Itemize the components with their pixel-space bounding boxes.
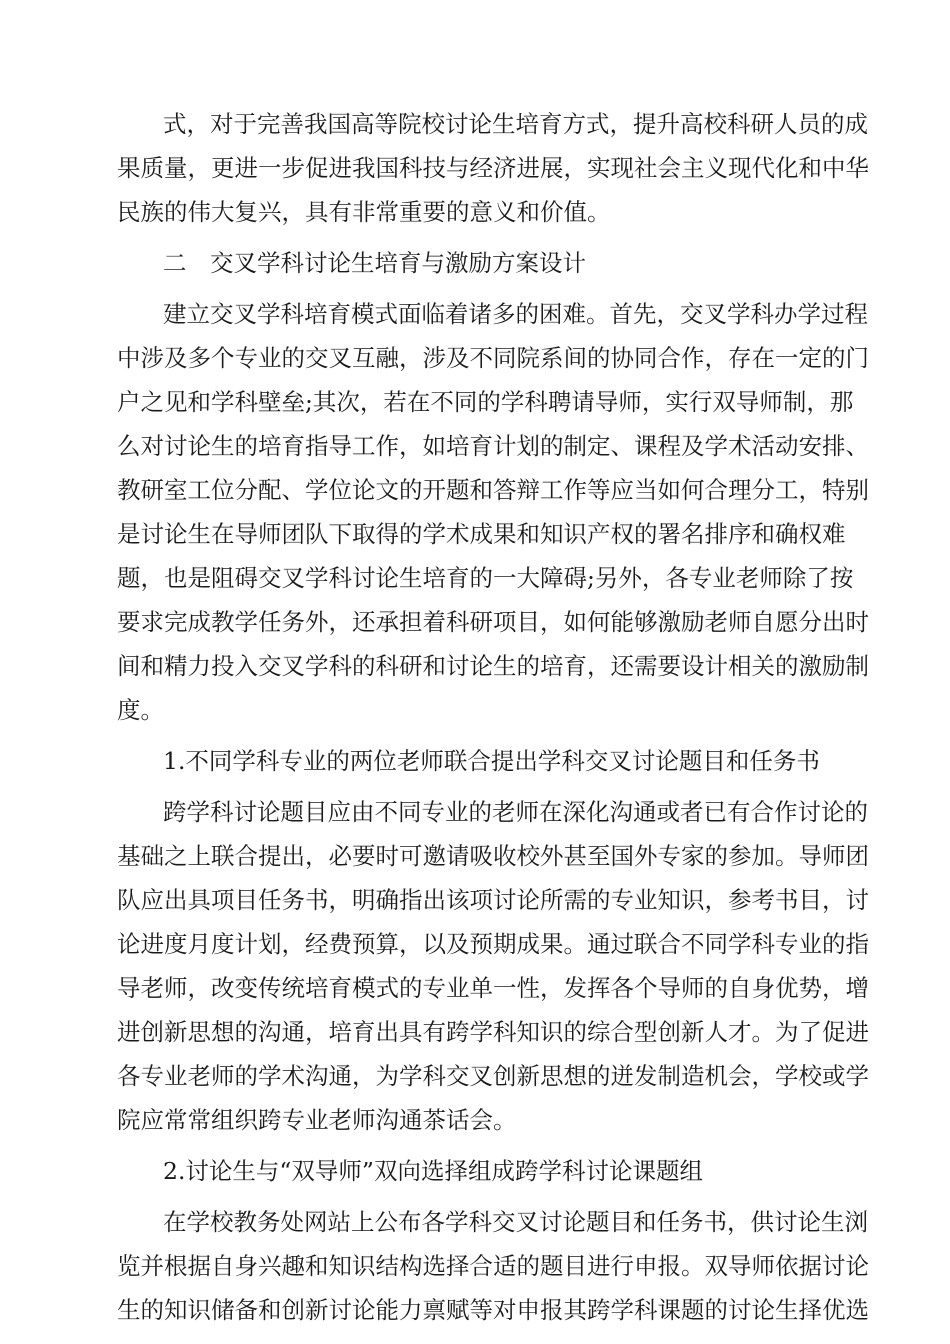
paragraph-line: 进创新思想的沟通，培育出具有跨学科知识的综合型创新人才。为了促进 bbox=[117, 1018, 869, 1046]
paragraph-line: 要求完成教学任务外，还承担着科研项目，如何能够激励老师自愿分出时 bbox=[117, 608, 869, 636]
paragraph-line: 教研室工位分配、学位论文的开题和答辩工作等应当如何合理分工，特别 bbox=[117, 476, 869, 504]
paragraph-line: 基础之上联合提出，必要时可邀请吸收校外甚至国外专家的参加。导师团 bbox=[117, 842, 869, 870]
paragraph-line: 间和精力投入交叉学科的科研和讨论生的培育，还需要设计相关的激励制 bbox=[117, 652, 869, 680]
paragraph-line: 么对讨论生的培育指导工作，如培育计划的制定、课程及学术活动安排、 bbox=[117, 432, 869, 460]
paragraph-line: 各专业老师的学术沟通，为学科交叉创新思想的迸发制造机会，学校或学 bbox=[117, 1062, 869, 1090]
section-heading: 二 交叉学科讨论生培育与激励方案设计 bbox=[163, 249, 586, 277]
subsection-heading: 2.讨论生与“双导师”双向选择组成跨学科讨论课题组 bbox=[163, 1157, 703, 1185]
paragraph-line: 队应出具项目任务书，明确指出该项讨论所需的专业知识，参考书目，讨 bbox=[117, 886, 869, 914]
paragraph-line: 式，对于完善我国高等院校讨论生培育方式，提升高校科研人员的成 bbox=[163, 110, 868, 138]
paragraph-line: 果质量，更进一步促进我国科技与经济进展，实现社会主义现代化和中华 bbox=[117, 154, 869, 182]
paragraph-line: 是讨论生在导师团队下取得的学术成果和知识产权的署名排序和确权难 bbox=[117, 520, 846, 548]
paragraph-line: 在学校教务处网站上公布各学科交叉讨论题目和任务书，供讨论生浏 bbox=[163, 1208, 868, 1236]
paragraph-line: 题，也是阻碍交叉学科讨论生培育的一大障碍;另外，各专业老师除了按 bbox=[117, 564, 854, 592]
paragraph-line: 院应常常组织跨专业老师沟通茶话会。 bbox=[117, 1106, 517, 1134]
paragraph-line: 户之见和学科壁垒;其次，若在不同的学科聘请导师，实行双导师制，那 bbox=[117, 388, 854, 416]
paragraph-line: 导老师，改变传统培育模式的专业单一性，发挥各个导师的自身优势，增 bbox=[117, 974, 869, 1002]
paragraph-line: 论进度月度计划，经费预算，以及预期成果。通过联合不同学科专业的指 bbox=[117, 930, 869, 958]
paragraph-line: 建立交叉学科培育模式面临着诸多的困难。首先，交叉学科办学过程 bbox=[163, 300, 868, 328]
paragraph-line: 度。 bbox=[117, 696, 164, 724]
paragraph-line: 民族的伟大复兴，具有非常重要的意义和价值。 bbox=[117, 198, 611, 226]
paragraph-line: 中涉及多个专业的交叉互融，涉及不同院系间的协同合作，存在一定的门 bbox=[117, 344, 869, 372]
paragraph-line: 览并根据自身兴趣和知识结构选择合适的题目进行申报。双导师依据讨论 bbox=[117, 1252, 869, 1280]
paragraph-line: 跨学科讨论题目应由不同专业的老师在深化沟通或者已有合作讨论的 bbox=[163, 798, 868, 826]
subsection-heading: 1.不同学科专业的两位老师联合提出学科交叉讨论题目和任务书 bbox=[163, 747, 820, 775]
paragraph-line: 生的知识储备和创新讨论能力禀赋等对申报其跨学科课题的讨论生择优选 bbox=[117, 1296, 869, 1324]
